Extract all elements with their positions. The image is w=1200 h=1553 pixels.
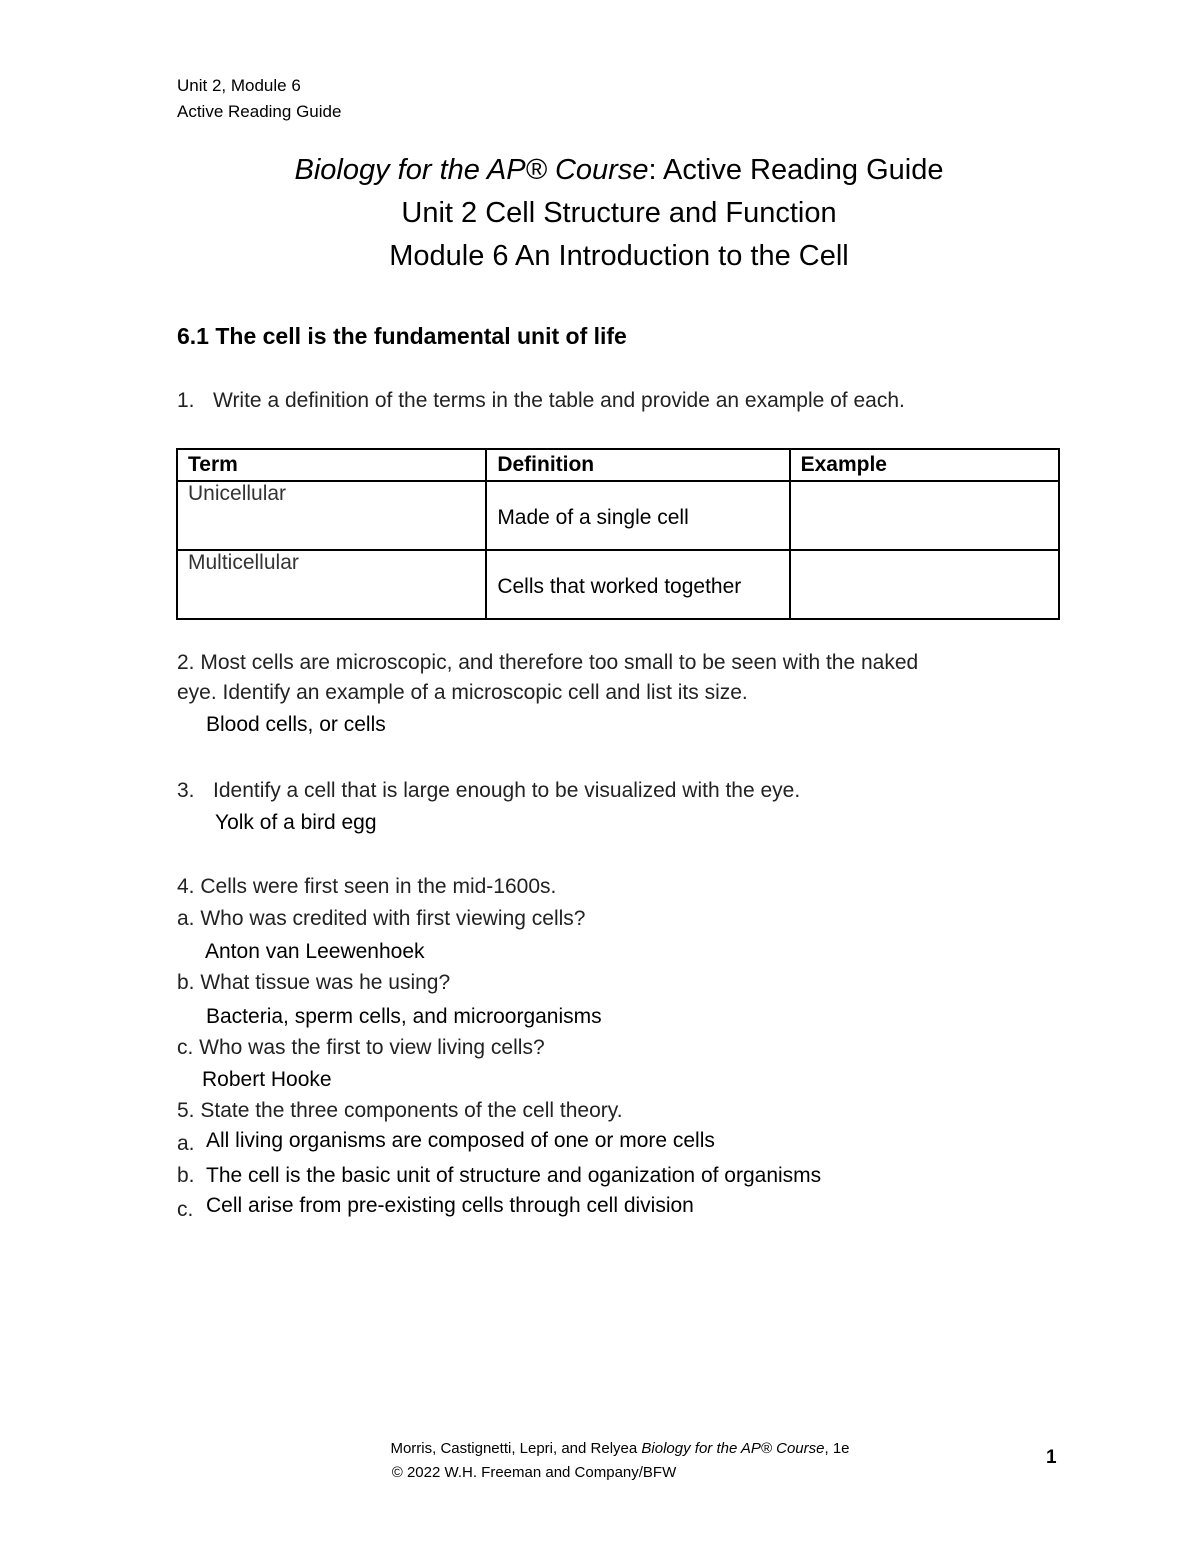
question-1 [177,388,1077,414]
header-guide-label: Active Reading Guide [177,102,342,121]
question-4b: b. What tissue was he using? [177,971,451,994]
footer-citation [0,1438,1200,1460]
table-row [177,481,1059,550]
question-2-answer[interactable]: Blood cells, or cells [206,713,386,736]
question-3-number: 3. [177,779,195,802]
table-row [177,550,1059,619]
terms-table [176,448,1060,620]
question-2-line1: 2. Most cells are microscopic, and therefore too small to be seen with the naked [177,651,919,674]
footer-edition: , 1e [824,1440,850,1457]
question-1-number: 1. [177,389,195,412]
definition-cell[interactable]: Cells that worked together [486,550,789,619]
definition-cell[interactable]: Made of a single cell [486,481,789,550]
table-header-example: Example [790,449,1059,481]
question-4a-answer[interactable]: Anton van Leewenhoek [205,940,425,963]
footer-book-italic: Biology for the AP® Course [641,1440,825,1457]
question-5c-label: c. [177,1198,194,1221]
question-3-text: Identify a cell that is large enough to be visualized with the eye. [213,779,801,802]
question-4c-answer[interactable]: Robert Hooke [202,1068,332,1091]
footer-authors: Morris, Castignetti, Lepri, and Relyea [390,1440,642,1457]
question-4b-answer[interactable]: Bacteria, sperm cells, and microorganisms [206,1005,602,1028]
term-cell: Unicellular [177,481,486,550]
question-5a-label: a. [177,1132,195,1155]
document-title [0,152,1200,188]
title-book-rest: : Active Reading Guide [648,154,944,186]
question-5-text: 5. State the three components of the cell theory. [177,1099,623,1122]
question-5b-answer[interactable]: The cell is the basic unit of structure and oganization of organisms [206,1164,822,1187]
question-5b-label: b. [177,1164,195,1187]
question-3 [177,778,1077,804]
example-cell[interactable] [790,550,1059,619]
question-3-answer[interactable]: Yolk of a bird egg [215,811,377,834]
table-header-term: Term [177,449,486,481]
question-5c-answer[interactable]: Cell arise from pre-existing cells through cell division [206,1194,694,1217]
question-4-text: 4. Cells were first seen in the mid-1600s. [177,875,557,898]
unit-title: Unit 2 Cell Structure and Function [401,197,837,229]
header-unit-module: Unit 2, Module 6 [177,76,301,95]
question-5a-answer[interactable]: All living organisms are composed of one or more cells [206,1129,715,1152]
module-title: Module 6 An Introduction to the Cell [389,240,849,272]
question-2-line2: eye. Identify an example of a microscopic cell and list its size. [177,681,748,704]
table-header-definition: Definition [486,449,789,481]
question-4c: c. Who was the first to view living cells? [177,1036,545,1059]
footer-copyright: © 2022 W.H. Freeman and Company/BFW [391,1464,677,1481]
question-1-text: Write a definition of the terms in the table and provide an example of each. [213,389,905,412]
table-header-row [177,449,1059,481]
example-cell[interactable] [790,481,1059,550]
term-cell: Multicellular [177,550,486,619]
question-4a: a. Who was credited with first viewing cells? [177,907,586,930]
page-number: 1 [1046,1447,1057,1468]
title-book-italic: Biology for the AP® Course [294,154,649,186]
section-heading: 6.1 The cell is the fundamental unit of life [177,323,627,349]
